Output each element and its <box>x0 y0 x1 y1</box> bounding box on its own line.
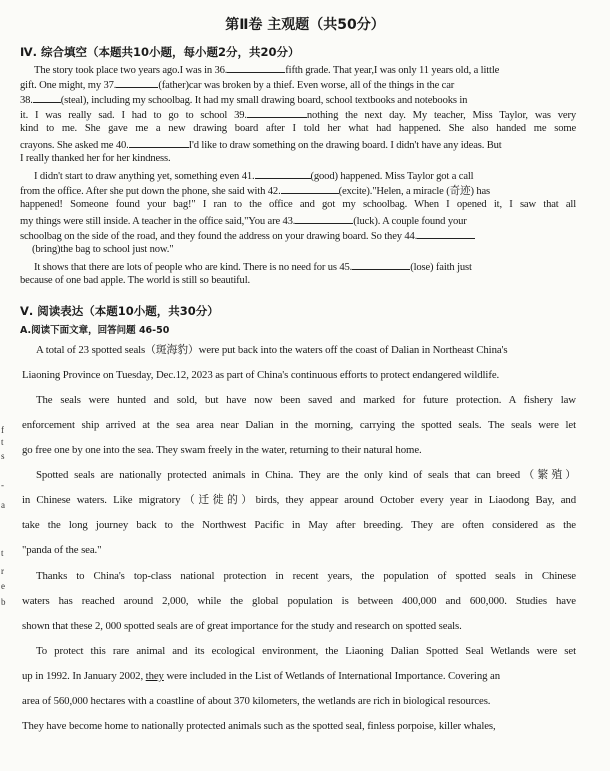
margin-mark: - <box>1 480 4 490</box>
s4-line-6: crayons. She asked me 40. I'd like to draw something on the drawing board. I didn't have any ideas. But <box>20 137 576 152</box>
s5-line-2: Liaoning Province on Tuesday, Dec.12, 2023 as part of China's continuous efforts to protect endangered wildlife. <box>22 369 500 381</box>
s4-line-11: my things were still inside. A teacher in the office said,"You are 43. (luck). A couple found your <box>20 213 576 228</box>
margin-mark: f <box>1 425 4 435</box>
s5-line-10: Thanks to China's top-class national protection in recent years, the population of spotted seals in Chinese <box>36 570 576 582</box>
blank-42[interactable] <box>281 183 339 194</box>
section-5-subheading: A.阅读下面文章，回答问题 46-50 <box>20 325 170 336</box>
blank-44[interactable] <box>417 228 475 239</box>
blank-43[interactable] <box>295 213 353 224</box>
s4-line-12: schoolbag on the side of the road, and they found the address on your drawing board. So they 44. <box>20 228 576 243</box>
underlined-they: they <box>145 670 164 682</box>
s5-line-14: up in 1992. In January 2002, they were included in the List of Wetlands of International Importance. Covering an <box>22 670 501 682</box>
s4-line-15: because of one bad apple. The world is still so beautiful. <box>20 275 250 286</box>
s5-line-13: To protect this rare animal and its ecological environment, the Liaoning Dalian Spotted Seal Wetlands were set <box>36 645 576 657</box>
blank-45[interactable] <box>352 259 410 270</box>
s5-line-5: go free one by one into the sea. They swam freely in the water, returning to their natural home. <box>22 444 422 456</box>
margin-mark: b <box>1 597 6 607</box>
blank-41[interactable] <box>255 168 311 179</box>
margin-mark: t <box>1 437 4 447</box>
s5-line-8: take the long journey back to the Northwest Pacific in May after breeding. They are often considered as the <box>22 519 576 531</box>
margin-mark: r <box>1 566 4 576</box>
margin-mark: s <box>1 451 5 461</box>
s5-line-7: in Chinese waters. Like migratory（迁徙的）birds, they appear around October every year in Liaodong Bay, and <box>22 494 576 506</box>
s4-line-5: kind to me. She gave me a new drawing board after I told her what had happened. She also handed me some <box>20 123 576 134</box>
s4-line-1: The story took place two years ago.I was in 36. fifth grade. That year,I was only 11 years old, a little <box>20 62 576 77</box>
blank-39[interactable] <box>247 107 307 118</box>
s5-line-1: A total of 23 spotted seals（斑海豹）were put back into the waters off the coast of Dalian in Northeast China's <box>36 344 508 356</box>
blank-38[interactable] <box>33 92 61 103</box>
section-5-heading: Ⅴ. 阅读表达（本题10小题，共30分） <box>20 304 219 318</box>
blank-40[interactable] <box>129 137 189 148</box>
s5-line-16: They have become home to nationally protected animals such as the spotted seal, finless porpoise, killer whales, <box>22 720 496 732</box>
margin-mark: t <box>1 548 4 558</box>
s5-line-6: Spotted seals are nationally protected animals in China. They are the only kind of seals that can breed（繁殖） <box>36 469 576 481</box>
s5-line-4: enforcement ship arrived at the sea area near Dalian in the morning, carrying the spotted seals. The seals were let <box>22 419 576 431</box>
margin-mark: a <box>1 500 5 510</box>
s4-line-13: (bring)the bag to school just now." <box>32 244 174 255</box>
s4-line-8: I didn't start to draw anything yet, something even 41. (good) happened. Miss Taylor got a call <box>20 168 576 183</box>
s5-line-15: area of 560,000 hectares with a coastline of about 370 kilometers, the wetlands are rich in biological resources. <box>22 695 491 707</box>
s4-line-4: it. I was really sad. I had to go to school 39. nothing the next day. My teacher, Miss Taylor, was very <box>20 107 576 122</box>
s5-line-12: shown that these 2, 000 spotted seals are of great importance for the study and research on spotted seals. <box>22 620 462 632</box>
s4-line-3: 38. (steal), including my schoolbag. It had my small drawing board, school textbooks and notebooks in <box>20 92 576 107</box>
blank-36[interactable] <box>227 62 285 73</box>
blank-37[interactable] <box>116 77 158 88</box>
s4-line-10: happened! Someone found your bag!" I ran to the office and got my schoolbag. When I opened it, I saw that all <box>20 199 576 210</box>
s4-line-14: It shows that there are lots of people who are kind. There is no need for us 45. (lose) faith just <box>20 259 576 274</box>
margin-mark: e <box>1 581 5 591</box>
s5-line-11: waters has reached around 2,000, while the global population is between 400,000 and 600,000. Studies have <box>22 595 576 607</box>
s4-line-7: I really thanked her for her kindness. <box>20 153 171 164</box>
s5-line-3: The seals were hunted and sold, but have now been saved and marked for future protection. A fishery law <box>36 394 576 406</box>
section-4-heading: Ⅳ. 综合填空（本题共10小题，每小题2分，共20分） <box>20 45 300 59</box>
s4-line-9: from the office. After she put down the phone, she said with 42. (excite)."Helen, a miracle (奇迹) has <box>20 183 576 198</box>
s4-line-2: gift. One might, my 37. (father)car was broken by a thief. Even worse, all of the things in the car <box>20 77 576 92</box>
s5-line-9: "panda of the sea." <box>22 544 102 556</box>
page-title: 第Ⅱ卷 主观题（共50分） <box>225 17 385 33</box>
